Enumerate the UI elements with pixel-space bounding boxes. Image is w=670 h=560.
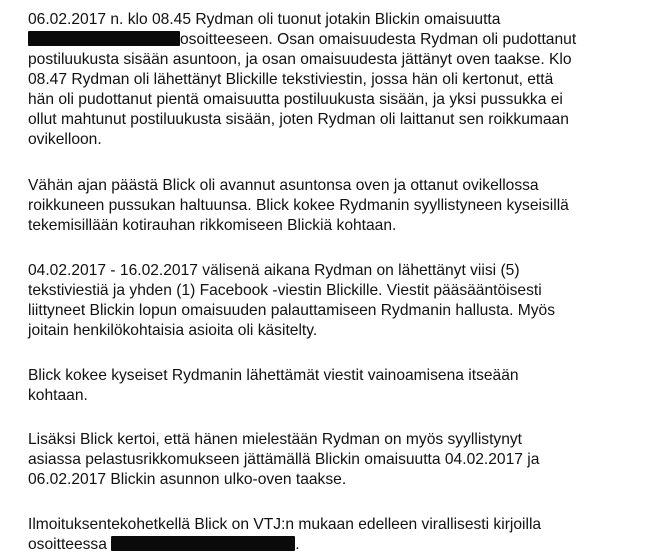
text-line: 04.02.2017 - 16.02.2017 välisenä aikana Rydman on lähettänyt viisi (5) <box>28 262 520 279</box>
text-line: liittyneet Blickin lopun omaisuuden palauttamiseen Rydmanin hallusta. Myös <box>28 302 556 319</box>
text-line: tekstiviestiä ja yhden (1) Facebook -viestin Blickille. Viestit pääsääntöisesti <box>28 282 542 299</box>
text-line: 06.02.2017 Blickin asunnon ulko-oven taakse. <box>28 471 347 488</box>
text-line: 06.02.2017 n. klo 08.45 Rydman oli tuonut jotakin Blickin omaisuutta <box>28 11 501 28</box>
text-line: tekemisillään kotirauhan rikkomiseen Blickiä kohtaan. <box>28 217 397 234</box>
text-line: asiassa pelastusrikkomukseen jättämällä Blickin omaisuutta 04.02.2017 ja <box>28 451 540 468</box>
text-line <box>28 30 576 50</box>
redaction-bar <box>111 536 295 551</box>
text-segment: osoitteeseen. Osan omaisuudesta Rydman oli pudottanut <box>180 31 577 48</box>
text-segment: osoitteessa <box>28 536 107 553</box>
text-line: hän oli pudottanut pientä omaisuutta postiluukusta sisään, ja yksi pussukka ei <box>28 91 563 108</box>
text-line: joitain henkilökohtaisia asioita oli käsitelty. <box>28 322 318 339</box>
text-line: ovikelloon. <box>28 131 102 148</box>
text-line: Lisäksi Blick kertoi, että hänen mielestään Rydman on myös syyllistynyt <box>28 431 523 448</box>
text-line: Vähän ajan päästä Blick oli avannut asuntonsa oven ja ottanut ovikellossa <box>28 177 539 194</box>
text-line: postiluukusta sisään asuntoon, ja osan omaisuudesta jättänyt oven taakse. Klo <box>28 51 572 68</box>
text-line <box>28 535 300 555</box>
text-line: ollut mahtunut postiluukusta sisään, joten Rydman oli laittanut sen roikkumaan <box>28 111 569 128</box>
redaction-bar <box>28 31 180 46</box>
text-line: roikkuneen pussukan haltuunsa. Blick kokee Rydmanin syyllistyneen kyseisillä <box>28 197 569 214</box>
text-line: Ilmoituksentekohetkellä Blick on VTJ:n mukaan edelleen virallisesti kirjoilla <box>28 516 542 533</box>
text-line: Blick kokee kyseiset Rydmanin lähettämät viestit vainoamisena itseään <box>28 367 519 384</box>
text-line: 08.47 Rydman oli lähettänyt Blickille tekstiviestin, jossa hän oli kertonut, että <box>28 71 554 88</box>
text-line: kohtaan. <box>28 387 88 404</box>
text-segment: . <box>295 536 300 553</box>
